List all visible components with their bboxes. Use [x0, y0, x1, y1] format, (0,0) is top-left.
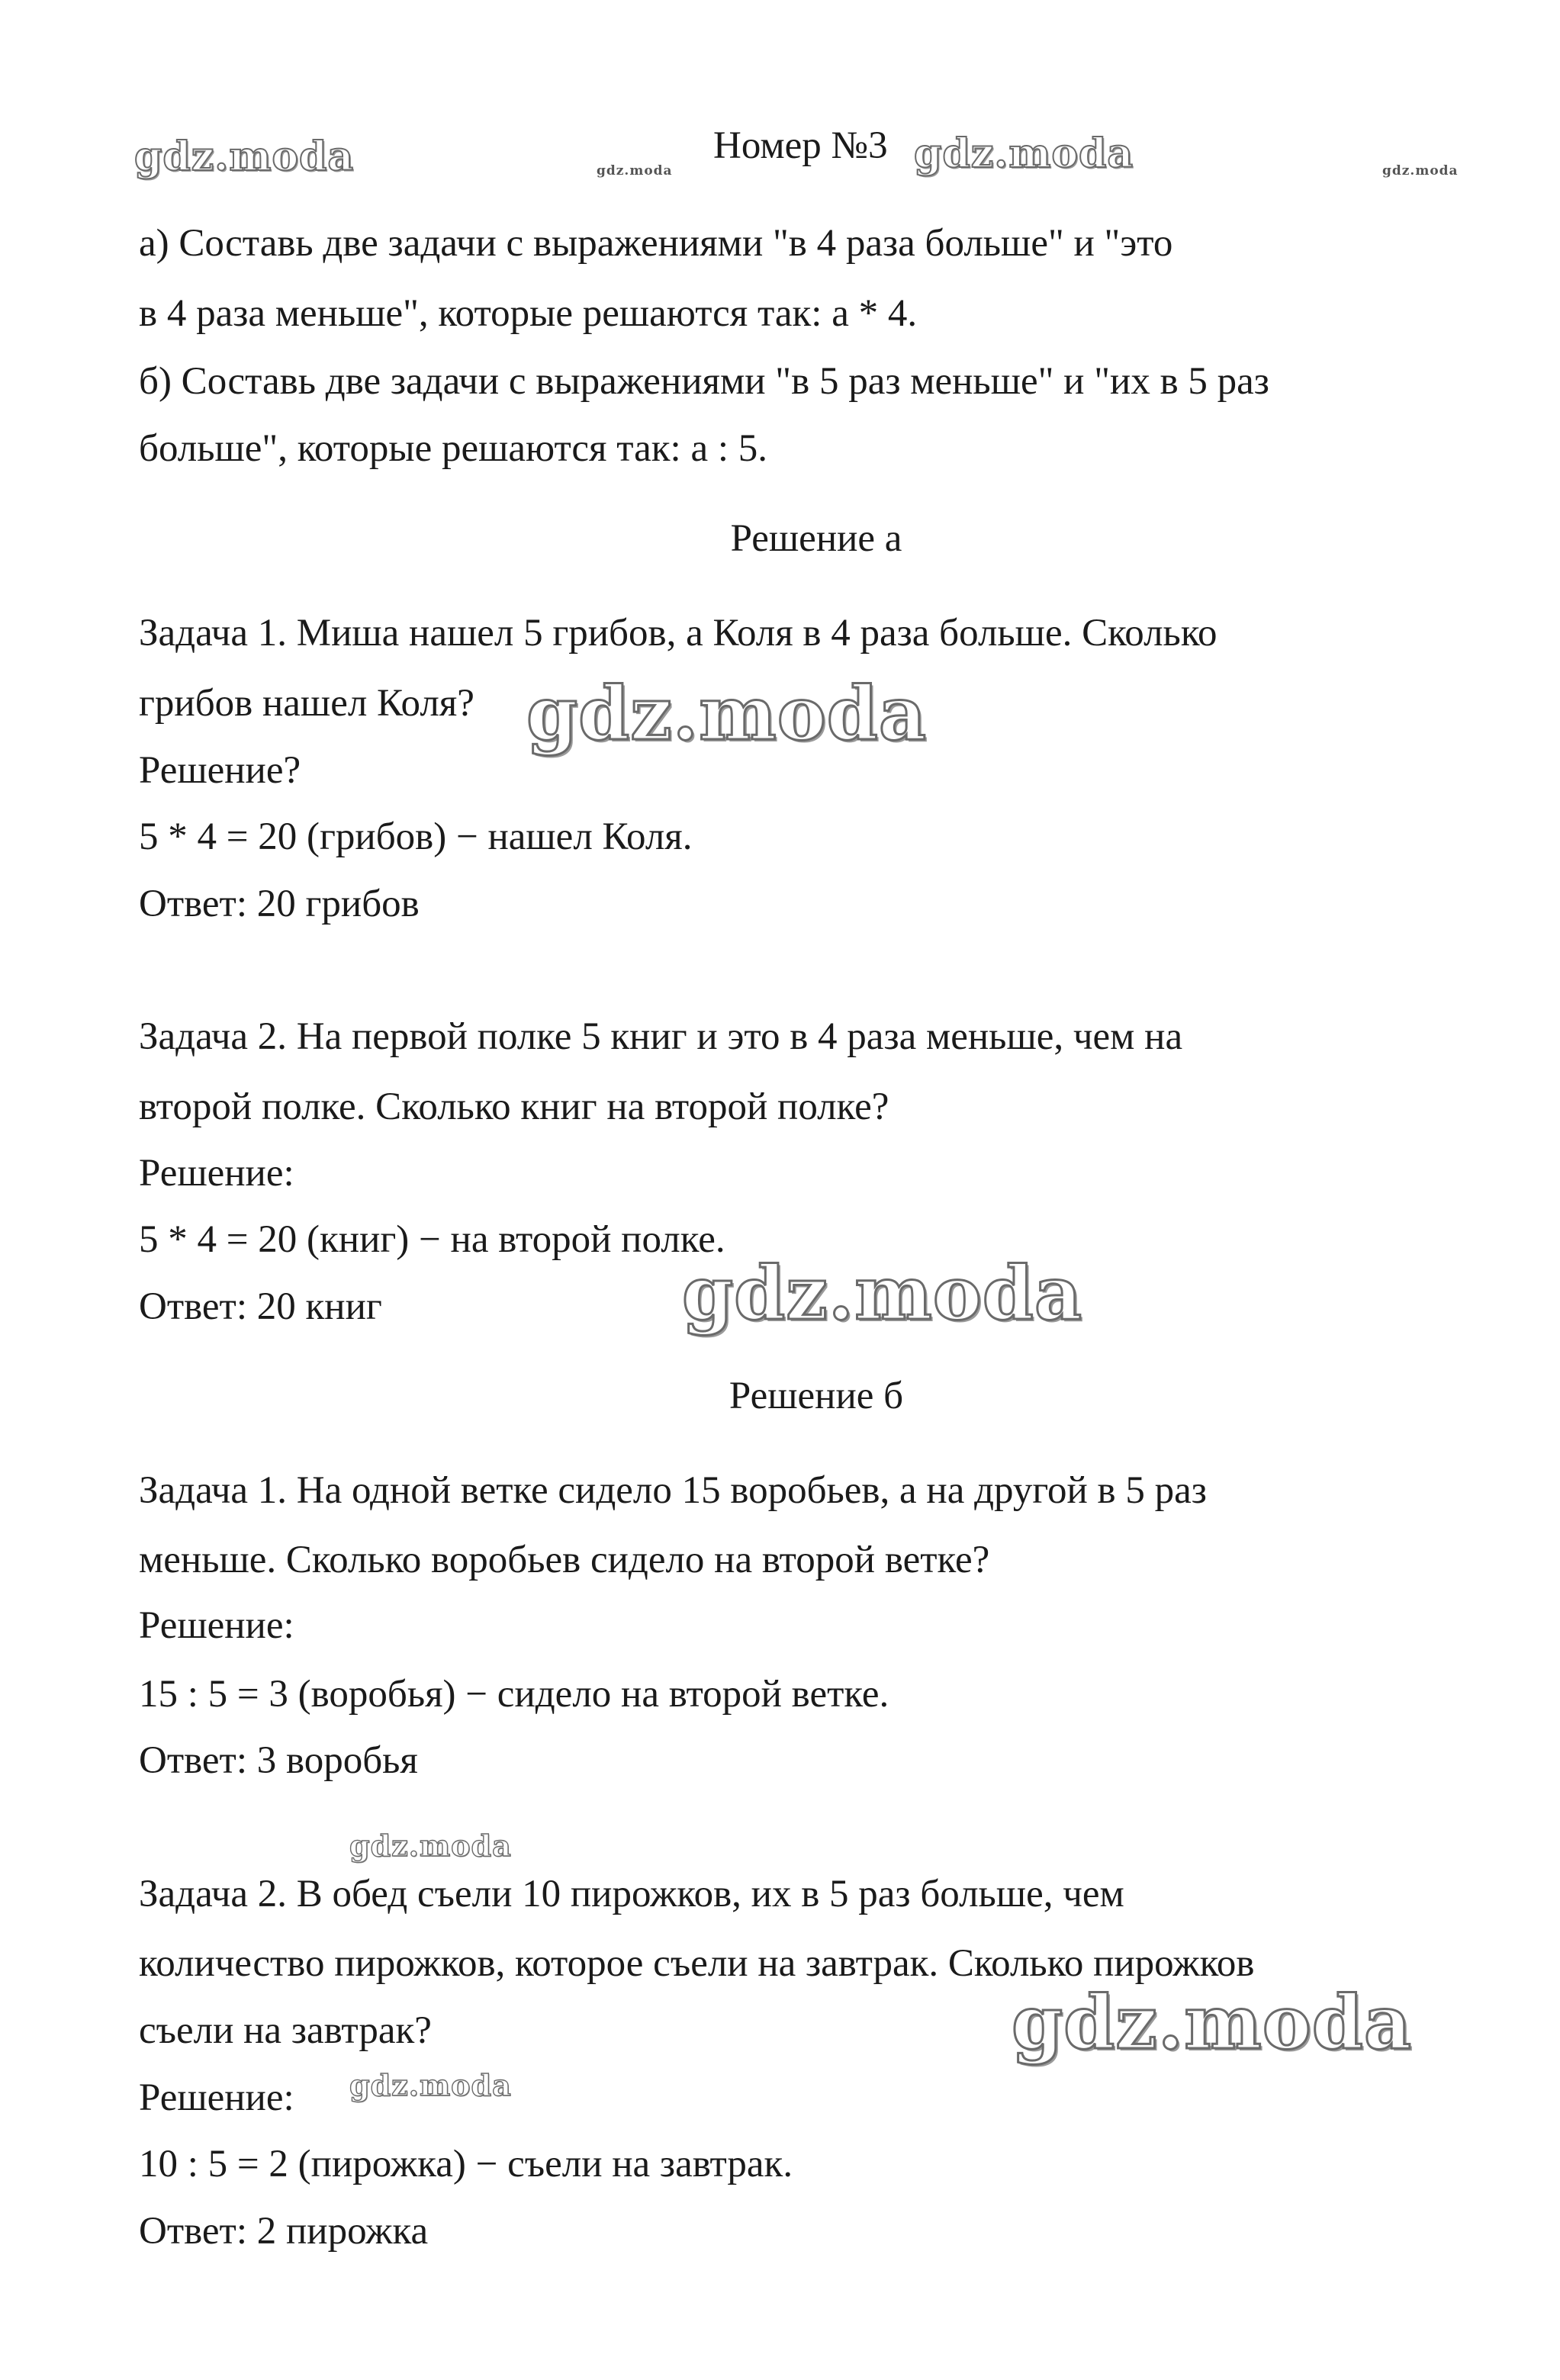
solution-b-heading: Решение б	[729, 1375, 904, 1417]
solution-a-problem1-answer: Ответ: 20 грибов	[139, 883, 420, 925]
solution-b-problem1-line-2: меньше. Сколько воробьев сидело на второй ветке?	[139, 1539, 990, 1581]
watermark: gdz.moda	[1012, 1980, 1413, 2066]
solution-b-problem2-line-1: Задача 2. В обед съели 10 пирожков, их в 5 раз больше, чем	[139, 1873, 1124, 1915]
watermark: gdz.moda	[597, 163, 673, 178]
solution-a-problem1-calc: 5 * 4 = 20 (грибов) − нашел Коля.	[139, 815, 693, 858]
solution-a-problem1-line-1: Задача 1. Миша нашел 5 грибов, а Коля в 4 раза больше. Сколько	[139, 612, 1217, 654]
task-line-3: б) Составь две задачи с выражениями "в 5 раз меньше" и "их в 5 раз	[139, 360, 1269, 403]
solution-b-problem1-calc: 15 : 5 = 3 (воробья) − сидело на второй ветке.	[139, 1673, 889, 1716]
watermark: gdz.moda	[349, 2068, 512, 2102]
task-line-1: а) Составь две задачи с выражениями "в 4 раза больше" и "это	[139, 222, 1173, 265]
watermark: gdz.moda	[526, 671, 928, 757]
watermark: gdz.moda	[349, 1828, 512, 1863]
solution-a-problem2-solution-label: Решение:	[139, 1152, 294, 1195]
watermark: gdz.moda	[134, 133, 355, 180]
solution-b-problem1-line-1: Задача 1. На одной ветке сидело 15 воробьев, а на другой в 5 раз	[139, 1469, 1207, 1512]
solution-b-problem2-answer: Ответ: 2 пирожка	[139, 2210, 429, 2253]
solution-a-problem2-answer: Ответ: 20 книг	[139, 1285, 382, 1328]
watermark: gdz.moda	[682, 1250, 1083, 1336]
solution-a-problem1-line-2: грибов нашел Коля?	[139, 682, 474, 725]
solution-b-problem2-calc: 10 : 5 = 2 (пирожка) − съели на завтрак.	[139, 2143, 793, 2185]
solution-b-problem2-line-3: съели на завтрак?	[139, 2009, 432, 2052]
solution-a-problem2-line-2: второй полке. Сколько книг на второй полке?	[139, 1085, 889, 1128]
task-line-2: в 4 раза меньше", которые решаются так: а * 4.	[139, 292, 918, 335]
watermark: gdz.moda	[914, 130, 1134, 177]
solution-a-heading: Решение а	[730, 517, 902, 560]
solution-a-problem1-solution-label: Решение?	[139, 749, 301, 792]
page-title: Номер №3	[713, 124, 888, 167]
solution-b-problem2-line-2: количество пирожков, которое съели на завтрак. Сколько пирожков	[139, 1942, 1255, 1985]
solution-a-problem2-line-1: Задача 2. На первой полке 5 книг и это в 4 раза меньше, чем на	[139, 1015, 1183, 1058]
solution-b-problem1-solution-label: Решение:	[139, 1604, 294, 1647]
watermark: gdz.moda	[1382, 163, 1459, 178]
solution-a-problem2-calc: 5 * 4 = 20 (книг) − на второй полке.	[139, 1218, 725, 1261]
solution-b-problem1-answer: Ответ: 3 воробья	[139, 1739, 418, 1782]
solution-b-problem2-solution-label: Решение:	[139, 2076, 294, 2119]
task-line-4: больше", которые решаются так: а : 5.	[139, 427, 768, 470]
